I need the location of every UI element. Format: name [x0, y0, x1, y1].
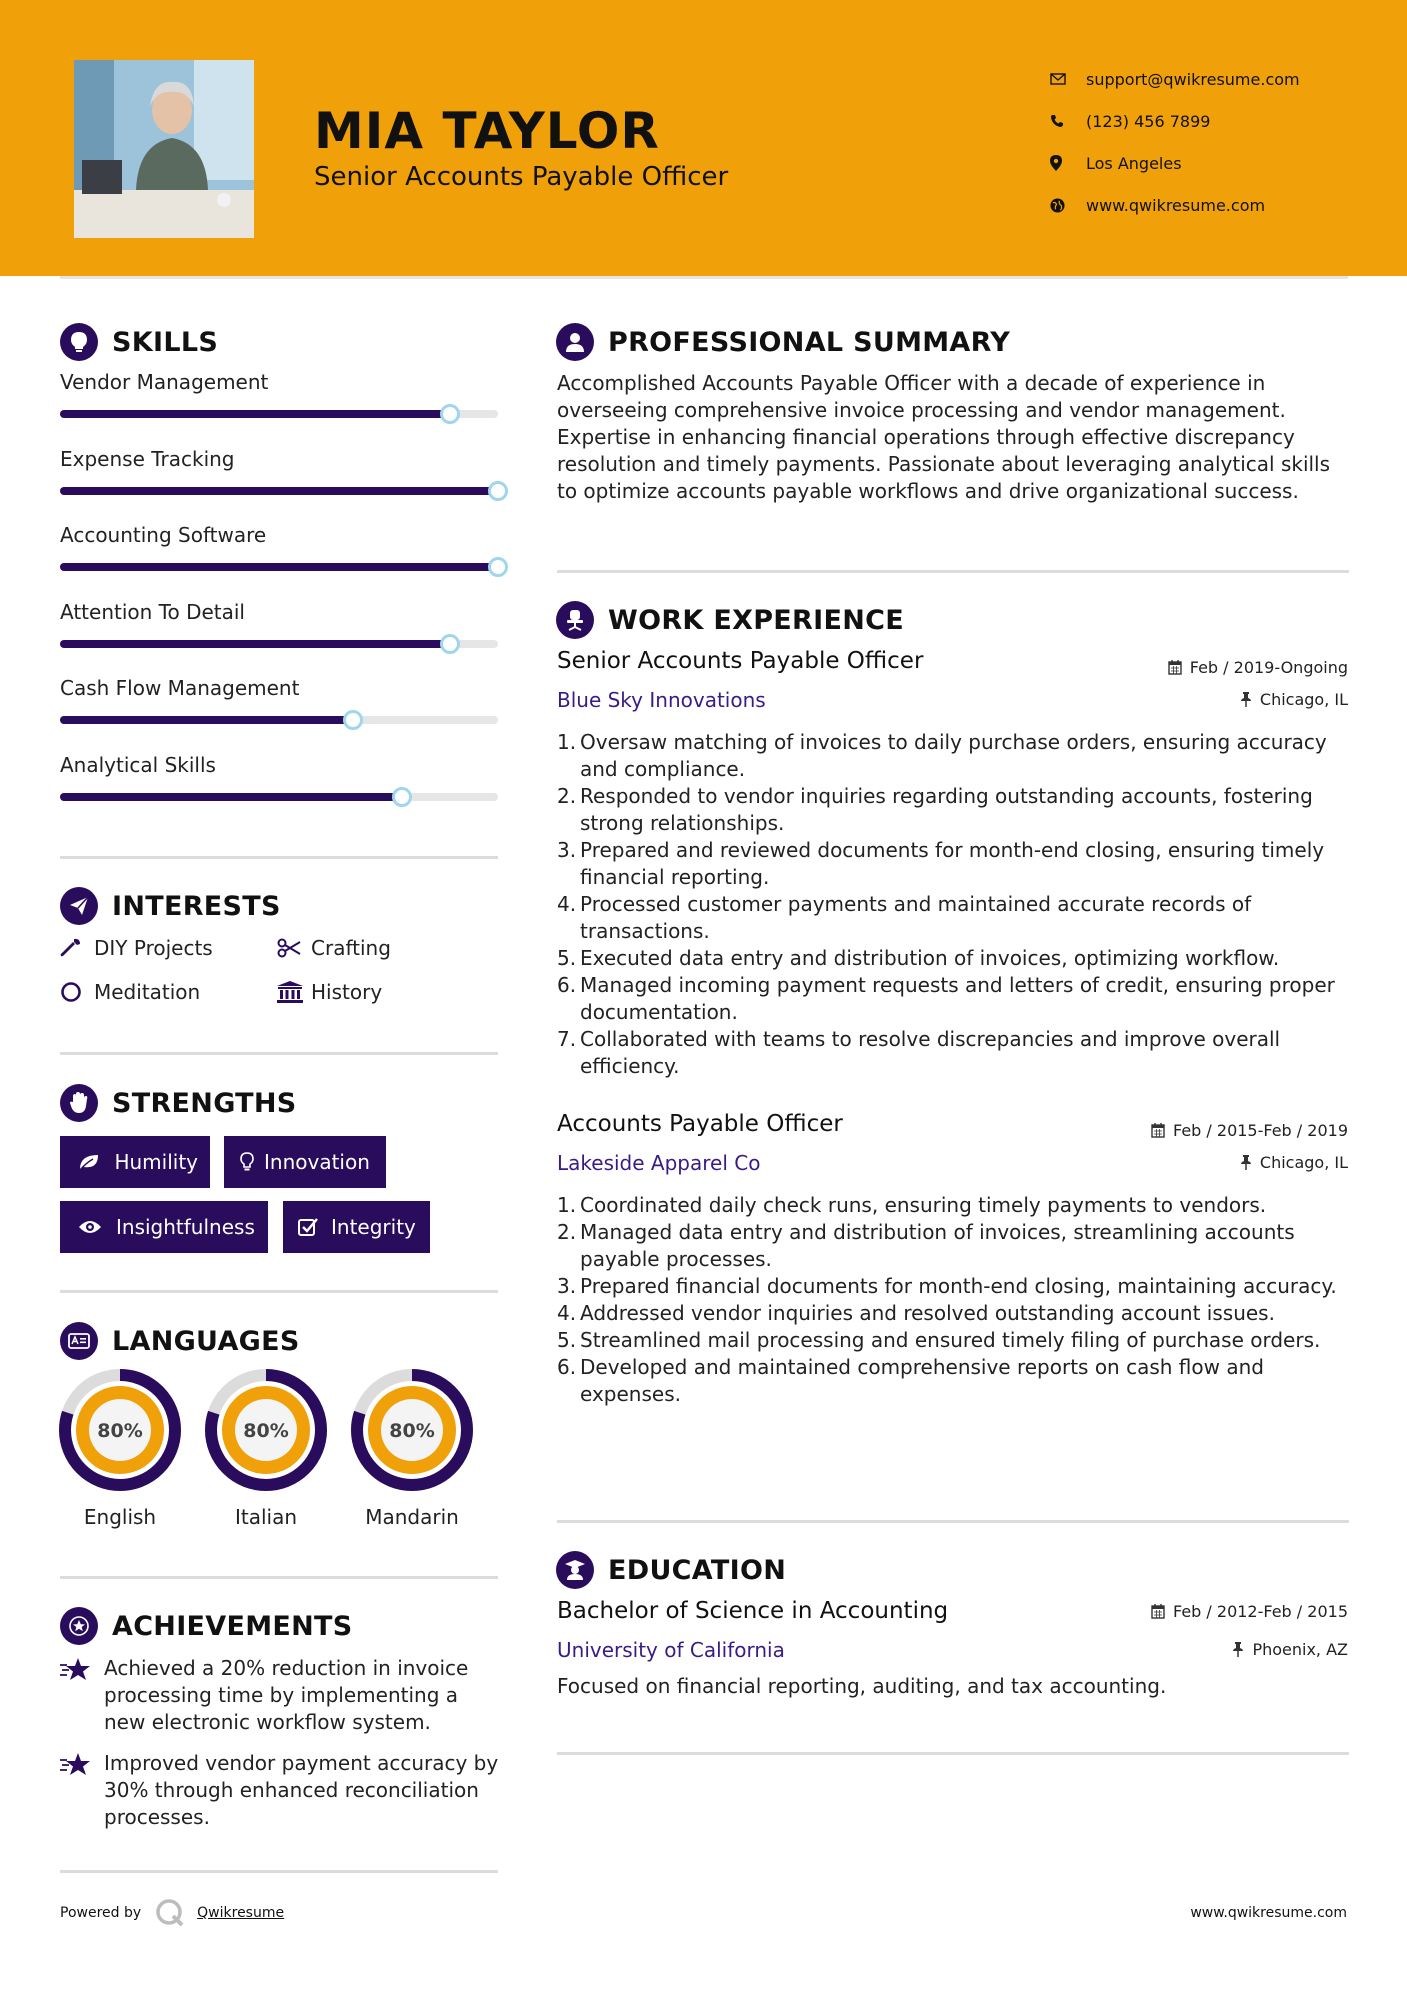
skill-name: Analytical Skills — [60, 752, 216, 777]
interest-crafting — [277, 936, 391, 960]
job-duty-item — [557, 837, 1352, 891]
duty-number: 7. — [557, 1027, 577, 1051]
education-location-text: Phoenix, AZ — [1252, 1640, 1348, 1659]
calendar-icon — [1168, 660, 1182, 675]
pushpin-icon — [1240, 692, 1252, 707]
experience-divider — [557, 1520, 1349, 1523]
summary-divider — [557, 570, 1349, 573]
phone-icon — [1050, 114, 1086, 128]
achievements-divider — [60, 1870, 498, 1873]
skill-level-fill — [60, 410, 450, 418]
contact-email-text: support@qwikresume.com — [1086, 69, 1300, 89]
duty-text: Prepared and reviewed documents for month-end closing, ensuring timely financial reporting. — [580, 838, 1325, 889]
language-donut — [351, 1369, 473, 1491]
skill-level-knob — [392, 787, 412, 807]
strengths-title: STRENGTHS — [112, 1087, 297, 1119]
experience-heading — [556, 601, 904, 639]
skill-level-knob — [343, 710, 363, 730]
achievement-item — [60, 1655, 500, 1736]
job-duty-item — [557, 891, 1352, 945]
skill-item — [60, 370, 498, 418]
star-icon — [60, 1655, 104, 1736]
strengths-divider — [60, 1290, 498, 1293]
duty-number: 6. — [557, 1355, 577, 1379]
strength-tag-insightfulness — [60, 1201, 268, 1253]
duty-number: 5. — [557, 946, 577, 970]
duty-number: 1. — [557, 730, 577, 754]
strength-label: Humility — [114, 1150, 198, 1174]
strength-label: Integrity — [331, 1215, 416, 1239]
job-location-text: Chicago, IL — [1259, 690, 1348, 709]
skill-item — [60, 523, 498, 571]
duty-number: 5. — [557, 1328, 577, 1352]
education-dates — [1151, 1602, 1348, 1621]
job-duty-item — [557, 729, 1352, 783]
education-degree: Bachelor of Science in Accounting — [557, 1598, 949, 1624]
summary-title: PROFESSIONAL SUMMARY — [608, 326, 1011, 358]
pushpin-icon — [1240, 1155, 1252, 1170]
language-name: English — [83, 1505, 157, 1529]
job-duty-item — [557, 1300, 1352, 1327]
contact-list — [1050, 58, 1300, 226]
interest-label: History — [311, 980, 383, 1004]
language-percent: 80% — [97, 1420, 143, 1442]
contact-email[interactable] — [1050, 58, 1300, 100]
summary-text: Accomplished Accounts Payable Officer with a decade of experience in overseeing comprehensive invoice processing and vendor management. Expertise in enhancing financial operations through effective discrepancy resolution and timely payments. Passionate about leveraging analytical skills to optimize accounts payable workflows and drive organizational success. — [557, 371, 1331, 503]
job-company: Lakeside Apparel Co — [557, 1151, 761, 1175]
achievements-heading — [60, 1607, 353, 1645]
education-dates-text: Feb / 2012-Feb / 2015 — [1173, 1602, 1348, 1621]
skill-item — [60, 676, 498, 724]
skill-level-knob — [488, 481, 508, 501]
duty-text: Responded to vendor inquiries regarding outstanding accounts, fostering strong relationships. — [580, 784, 1313, 835]
job-dates — [1168, 658, 1348, 677]
skill-level-knob — [440, 404, 460, 424]
duty-text: Collaborated with teams to resolve discrepancies and improve overall efficiency. — [580, 1027, 1281, 1078]
job-duties-list — [557, 729, 1352, 1080]
duty-text: Managed incoming payment requests and letters of credit, ensuring proper documentation. — [580, 973, 1335, 1024]
interests-title: INTERESTS — [112, 890, 281, 922]
skill-level-track — [60, 716, 498, 724]
paper-plane-icon — [60, 887, 98, 925]
pushpin-icon — [1232, 1642, 1244, 1657]
skill-level-track — [60, 487, 498, 495]
qwikresume-logo-icon — [155, 1898, 185, 1928]
leaf-icon — [72, 1153, 106, 1171]
strength-label: Insightfulness — [116, 1215, 255, 1239]
eye-icon — [72, 1219, 108, 1235]
skill-name: Attention To Detail — [60, 599, 245, 624]
language-percent: 80% — [243, 1420, 289, 1442]
job-duty-item — [557, 1327, 1352, 1354]
scissors-icon — [277, 938, 311, 958]
job-duties-list — [557, 1192, 1352, 1408]
language-item — [351, 1369, 473, 1529]
language-item — [59, 1369, 181, 1529]
circle-icon — [60, 981, 94, 1003]
duty-text: Streamlined mail processing and ensured timely filing of purchase orders. — [580, 1328, 1321, 1352]
skills-heading — [60, 323, 218, 361]
skill-level-knob — [440, 634, 460, 654]
institution-icon — [277, 981, 311, 1003]
job-location — [1240, 1153, 1348, 1172]
skill-name: Vendor Management — [60, 370, 269, 394]
wrench-icon — [60, 937, 94, 959]
job-duty-item — [557, 945, 1352, 972]
duty-number: 4. — [557, 1301, 577, 1325]
education-heading — [556, 1551, 786, 1589]
job-title: Accounts Payable Officer — [557, 1111, 843, 1137]
strength-label: Innovation — [264, 1150, 370, 1174]
skill-item — [60, 600, 498, 648]
calendar-icon — [1151, 1604, 1165, 1619]
profile-photo — [74, 60, 254, 238]
contact-location — [1050, 142, 1300, 184]
duty-number: 4. — [557, 892, 577, 916]
footer-url[interactable]: www.qwikresume.com — [1190, 1905, 1347, 1921]
education-divider — [557, 1752, 1349, 1755]
job-duty-item — [557, 1354, 1352, 1408]
skill-level-knob — [488, 557, 508, 577]
job-duty-item — [557, 1192, 1352, 1219]
skill-level-fill — [60, 640, 450, 648]
contact-location-text: Los Angeles — [1086, 153, 1182, 173]
duty-text: Processed customer payments and maintained accurate records of transactions. — [580, 892, 1252, 943]
skill-name: Cash Flow Management — [60, 676, 300, 700]
languages-heading — [60, 1322, 300, 1360]
education-title: EDUCATION — [608, 1554, 787, 1586]
job-dates-text: Feb / 2015-Feb / 2019 — [1173, 1121, 1348, 1140]
graduate-icon — [556, 1551, 594, 1589]
languages-divider — [60, 1576, 498, 1579]
duty-number: 6. — [557, 973, 577, 997]
interest-diy-projects — [60, 936, 213, 960]
duty-number: 2. — [557, 784, 577, 808]
achievement-item — [60, 1750, 500, 1831]
language-name: Mandarin — [365, 1505, 459, 1529]
globe-icon — [1050, 198, 1086, 213]
job-duty-item — [557, 972, 1352, 1026]
duty-number: 3. — [557, 838, 577, 862]
duty-text: Addressed vendor inquiries and resolved outstanding account issues. — [580, 1301, 1275, 1325]
powered-by-label: Powered by — [60, 1905, 142, 1921]
skill-level-track — [60, 410, 498, 418]
skill-level-track — [60, 640, 498, 648]
interest-meditation — [60, 980, 200, 1004]
skill-level-track — [60, 563, 498, 571]
user-icon — [556, 323, 594, 361]
star-badge-icon — [60, 1607, 98, 1645]
duty-number: 1. — [557, 1193, 577, 1217]
duty-text: Executed data entry and distribution of invoices, optimizing workflow. — [580, 946, 1280, 970]
skill-level-fill — [60, 716, 353, 724]
envelope-icon — [1050, 73, 1086, 85]
duty-text: Oversaw matching of invoices to daily purchase orders, ensuring accuracy and compliance. — [580, 730, 1327, 781]
language-donut — [59, 1369, 181, 1491]
job-company: Blue Sky Innovations — [557, 688, 766, 712]
language-donut — [205, 1369, 327, 1491]
job-duty-item — [557, 1219, 1352, 1273]
interests-divider — [60, 1052, 498, 1055]
language-item — [205, 1369, 327, 1529]
education-location — [1232, 1640, 1348, 1659]
lightbulb-icon — [60, 323, 98, 361]
job-location — [1240, 690, 1348, 709]
duty-text: Coordinated daily check runs, ensuring timely payments to vendors. — [580, 1193, 1267, 1217]
interest-history — [277, 980, 382, 1004]
skill-item — [60, 447, 498, 495]
contact-website[interactable] — [1050, 184, 1300, 226]
duty-number: 2. — [557, 1220, 577, 1244]
calendar-icon — [1151, 1123, 1165, 1138]
skills-divider — [60, 856, 498, 859]
contact-website-text: www.qwikresume.com — [1086, 195, 1266, 215]
job-dates — [1151, 1121, 1348, 1140]
interest-label: DIY Projects — [94, 936, 213, 960]
duty-number: 3. — [557, 1274, 577, 1298]
skill-level-track — [60, 793, 498, 801]
language-name: Italian — [234, 1505, 298, 1529]
footer-powered-by — [60, 1898, 284, 1928]
interests-heading — [60, 887, 281, 925]
interest-label: Meditation — [94, 980, 201, 1004]
lightbulb-icon — [236, 1152, 258, 1172]
language-percent: 80% — [389, 1420, 435, 1442]
map-pin-icon — [1050, 155, 1086, 171]
skill-level-fill — [60, 793, 402, 801]
duty-text: Prepared financial documents for month-end closing, maintaining accuracy. — [580, 1274, 1337, 1298]
achievement-text: Improved vendor payment accuracy by 30% through enhanced reconciliation processes. — [104, 1751, 499, 1829]
summary-heading — [556, 323, 1010, 361]
star-icon — [60, 1750, 104, 1831]
skills-title: SKILLS — [112, 326, 219, 358]
job-duty-item — [557, 1273, 1352, 1300]
job-duty-item — [557, 1026, 1352, 1080]
education-description: Focused on financial reporting, auditing, and tax accounting. — [557, 1674, 1167, 1698]
job-location-text: Chicago, IL — [1259, 1153, 1348, 1172]
language-icon — [60, 1322, 98, 1360]
skill-item — [60, 753, 498, 801]
candidate-name: MIA TAYLOR — [314, 102, 660, 160]
achievements-title: ACHIEVEMENTS — [112, 1610, 353, 1642]
office-chair-icon — [556, 601, 594, 639]
hand-icon — [60, 1084, 98, 1122]
skill-name: Accounting Software — [60, 523, 267, 547]
job-duty-item — [557, 783, 1352, 837]
candidate-role: Senior Accounts Payable Officer — [314, 162, 729, 192]
job-dates-text: Feb / 2019-Ongoing — [1189, 658, 1348, 677]
header-divider — [60, 276, 1348, 279]
checkbox-icon — [295, 1217, 321, 1237]
experience-title: WORK EXPERIENCE — [608, 604, 904, 636]
skill-level-fill — [60, 563, 498, 571]
strength-tag-humility — [60, 1136, 210, 1188]
strength-tag-integrity — [283, 1201, 430, 1253]
achievement-text: Achieved a 20% reduction in invoice processing time by implementing a new electronic workflow system. — [104, 1656, 469, 1734]
strength-tag-innovation — [224, 1136, 386, 1188]
skill-level-fill — [60, 487, 498, 495]
skill-name: Expense Tracking — [60, 446, 235, 471]
qwikresume-link[interactable]: Qwikresume — [197, 1905, 285, 1921]
interest-label: Crafting — [311, 936, 391, 960]
education-school: University of California — [557, 1638, 785, 1662]
duty-text: Developed and maintained comprehensive reports on cash flow and expenses. — [580, 1355, 1264, 1406]
job-title: Senior Accounts Payable Officer — [557, 648, 924, 674]
strengths-heading — [60, 1084, 297, 1122]
contact-phone[interactable] — [1050, 100, 1300, 142]
languages-title: LANGUAGES — [112, 1325, 300, 1357]
contact-phone-text: (123) 456 7899 — [1086, 111, 1211, 131]
duty-text: Managed data entry and distribution of invoices, streamlining accounts payable processes. — [580, 1220, 1295, 1271]
resume-header — [0, 0, 1407, 276]
